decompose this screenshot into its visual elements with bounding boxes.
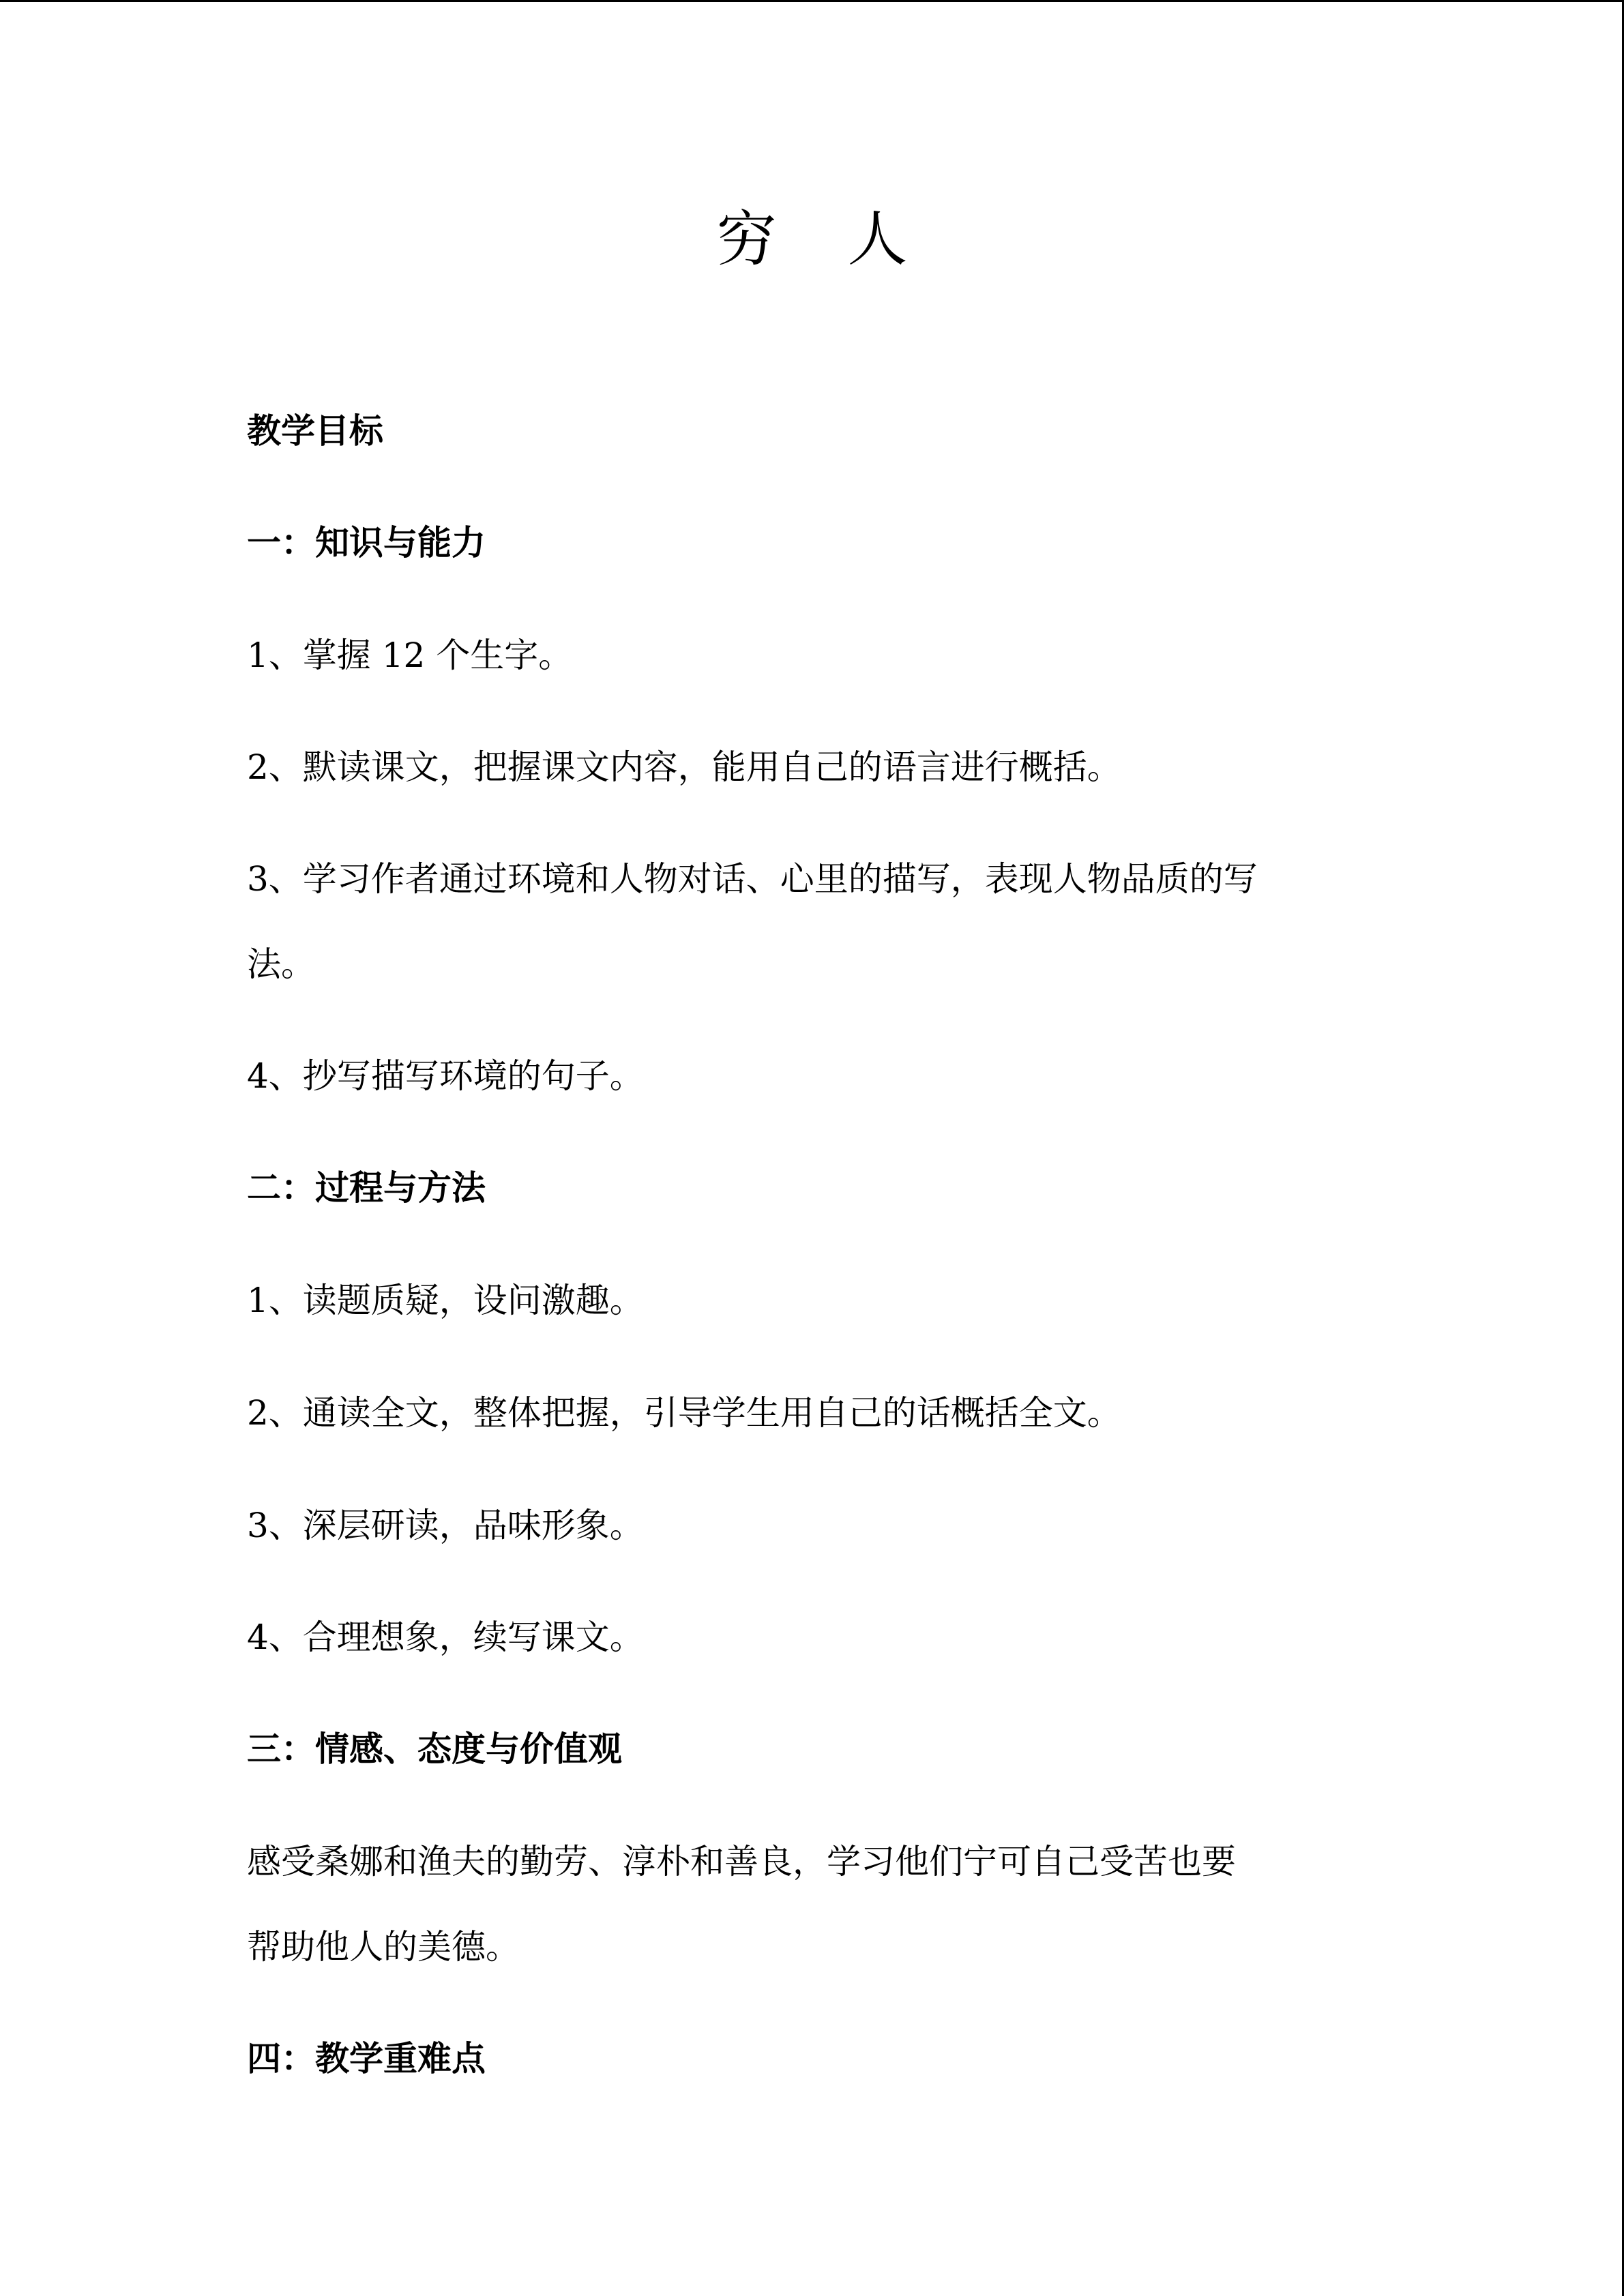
section-heading-key-difficulties: 四：教学重难点 <box>247 2038 486 2078</box>
list-item: 3、学习作者通过环境和人物对话、心里的描写，表现人物品质的写 <box>247 859 1258 899</box>
paragraph-line: 感受桑娜和渔夫的勤劳、淳朴和善良，学习他们宁可自己受苦也要 <box>247 1842 1236 1881</box>
section-heading-emotion-values: 三：情感、态度与价值观 <box>247 1729 622 1769</box>
section-heading-knowledge-ability: 一：知识与能力 <box>247 522 486 563</box>
list-item: 4、抄写描写环境的句子。 <box>247 1056 644 1096</box>
list-item-continuation: 法。 <box>247 944 315 984</box>
document-title: 穷人 <box>716 204 979 274</box>
section-heading-process-method: 二：过程与方法 <box>247 1167 486 1208</box>
section-heading-teaching-objectives: 教学目标 <box>247 411 383 451</box>
list-item: 4、合理想象，续写课文。 <box>247 1617 644 1657</box>
list-item: 3、深层研读，品味形象。 <box>247 1506 644 1545</box>
list-item: 1、读题质疑，设问激趣。 <box>247 1281 644 1320</box>
list-item: 1、掌握 12 个生字。 <box>247 636 573 675</box>
list-item: 2、通读全文，整体把握，引导学生用自己的话概括全文。 <box>247 1393 1121 1433</box>
list-item: 2、默读课文，把握课文内容，能用自己的语言进行概括。 <box>247 747 1121 787</box>
paragraph-line-continuation: 帮助他人的美德。 <box>247 1927 520 1967</box>
